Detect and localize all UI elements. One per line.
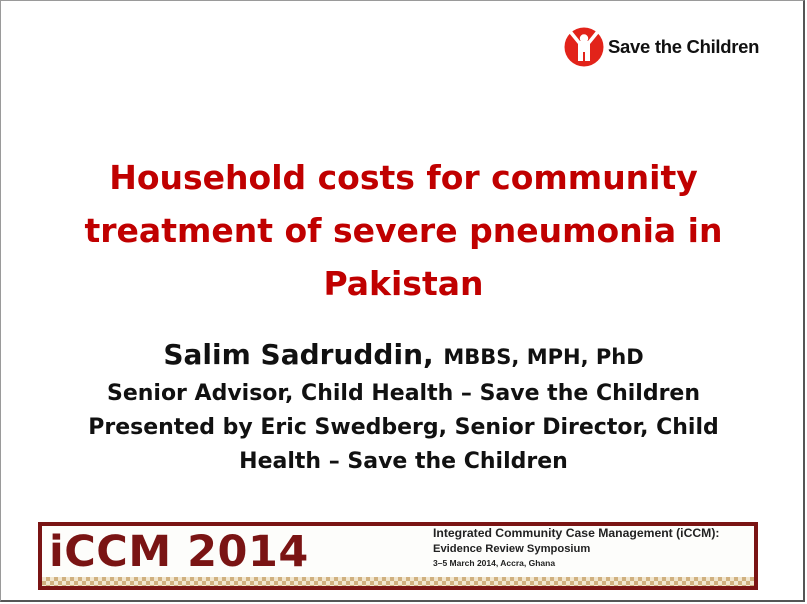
save-the-children-logo bbox=[564, 25, 759, 69]
event-line-2: Evidence Review Symposium bbox=[433, 543, 591, 555]
banner-pattern bbox=[42, 577, 754, 586]
presenter-credentials: MBBS, MPH, PhD bbox=[443, 345, 644, 369]
presenter-block bbox=[41, 335, 766, 479]
event-line-1: Integrated Community Case Management (iCCM): bbox=[433, 526, 720, 540]
presenter-info: Senior Advisor, Child Health – Save the Children Presented by Eric Swedberg, Senior Director, Child Health – Save the Children bbox=[88, 381, 719, 474]
save-the-children-figure-icon bbox=[564, 27, 604, 67]
event-banner-inner bbox=[42, 526, 754, 586]
event-banner bbox=[38, 522, 758, 590]
presenter-name-line bbox=[41, 335, 766, 377]
event-line-3: 3–5 March 2014, Accra, Ghana bbox=[433, 558, 556, 568]
event-name: iCCM 2014 bbox=[49, 527, 309, 577]
slide-title: Household costs for community treatment of severe pneumonia in Pakistan bbox=[84, 158, 723, 303]
event-details bbox=[427, 526, 719, 570]
logo-text: Save the Children bbox=[608, 36, 760, 57]
presenter-name: Salim Sadruddin, bbox=[163, 338, 434, 371]
